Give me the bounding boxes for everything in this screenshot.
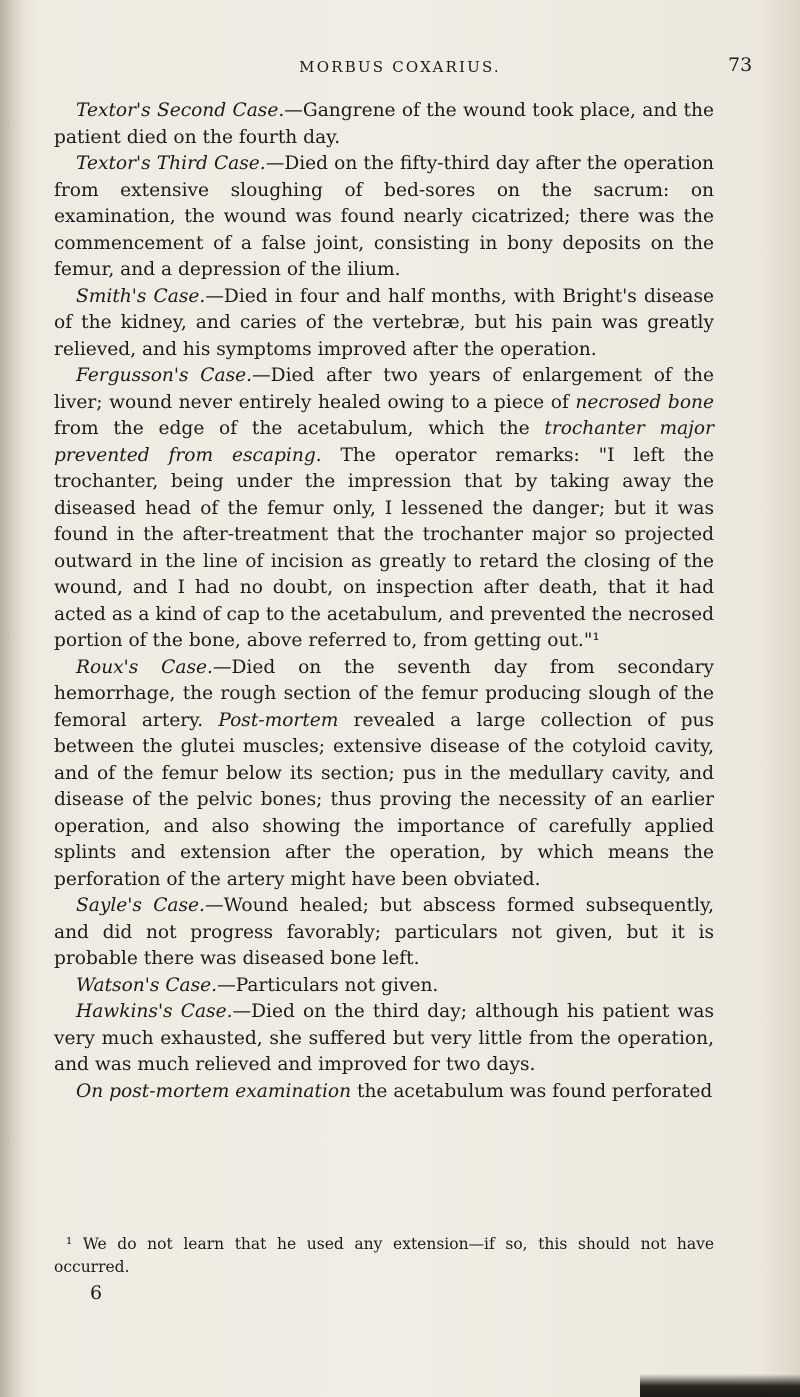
- case-name: Roux's Case.: [76, 656, 213, 678]
- case-name: Textor's Third Case.: [76, 153, 266, 174]
- signature-mark: 6: [90, 1282, 103, 1304]
- running-head: MORBUS COXARIUS.: [299, 58, 501, 76]
- italic-phrase: Post-mortem: [218, 709, 339, 731]
- binding-shadow: [0, 0, 26, 1397]
- scan-edge-shadow: [640, 1374, 800, 1397]
- paragraph-text: The operator remarks: "I left the trochanter, being under the impression that by taking away the diseased head of the femur only, I lessened the danger; but it was found in the after-treatment that the trochanter major so projected outward in the line of incision as greatly to retard the closing of the wound, and I had no doubt, on inspection after death, that it had acted as a kind of cap to the acetabulum, and prevented the necrosed portion of the bone, above referred to, from getting out."¹: [54, 444, 714, 651]
- case-name: Fergusson's Case.: [76, 365, 253, 386]
- paragraph-text: —Particulars not given.: [217, 974, 439, 996]
- footnote: [54, 1233, 714, 1279]
- page-number: 73: [728, 54, 753, 76]
- case-name: Textor's Second Case.: [76, 100, 285, 121]
- paragraph-textor-third: [54, 151, 714, 284]
- paragraph-text: —Died in four and half months, with Bright's disease of the kidney, and caries of the vertebræ, but his pain was greatly relieved, and his symptoms improved after the operation.: [54, 285, 714, 360]
- paragraph-sayle: [54, 893, 714, 973]
- case-name: Hawkins's Case.: [76, 1001, 233, 1022]
- paragraph-fergusson: [54, 363, 714, 655]
- case-name: Smith's Case.: [76, 285, 206, 307]
- body-text: [54, 98, 714, 1105]
- paragraph-text: from the edge of the acetabulum, which the: [54, 418, 545, 439]
- case-name: Sayle's Case.: [76, 895, 205, 916]
- paragraph-text: —Died after two years of enlargement of the liver; wound never entirely healed owing to a piece of: [54, 365, 715, 413]
- paragraph-text: —Gangrene of the wound took place, and the patient died on the fourth day.: [54, 100, 714, 148]
- paragraph-text: —Died on the third day; although his patient was very much exhausted, she suffered but very little from the operation, and was much relieved and improved for two days.: [54, 1001, 714, 1075]
- italic-phrase: trochanter major prevented from escaping.: [54, 418, 715, 466]
- paragraph-text: —Died on the fifty-third day after the operation from extensive sloughing of bed-sores on the sacrum: on examination, the wound was found nearly cicatrized; there was the commencement of a false joint, consisting in bony deposits on the femur, and a depression of the ilium.: [54, 153, 714, 280]
- case-name: Watson's Case.: [76, 974, 218, 996]
- paragraph-smith: [54, 284, 714, 364]
- case-name: On post-mortem examination: [76, 1080, 352, 1102]
- paragraph-text: —Died on the seventh day from secondary hemorrhage, the rough section of the femur producing slough of the femoral artery.: [54, 656, 714, 731]
- italic-phrase: necrosed bone: [575, 391, 714, 413]
- paragraph-post-mortem: [54, 1079, 714, 1106]
- paragraph-text: the acetabulum was found perforated: [351, 1080, 713, 1102]
- footnote-text: ¹ We do not learn that he used any extension—if so, this should not have occurred.: [54, 1235, 714, 1276]
- paragraph-hawkins: [54, 999, 714, 1079]
- paragraph-watson: [54, 973, 714, 1000]
- paragraph-text: revealed a large collection of pus between the glutei muscles; extensive disease of the cotyloid cavity, and of the femur below its section; pus in the medullary cavity, and disease of the pelvic bones; thus proving the necessity of an earlier operation, and also showing the importance of carefully applied splints and extension after the operation, by which means the perforation of the artery might have been obviated.: [54, 709, 714, 890]
- paragraph-textor-second: [54, 98, 714, 151]
- paragraph-text: —Wound healed; but abscess formed subsequently, and did not progress favorably; particulars not given, but it is probable there was diseased bone left.: [54, 895, 714, 969]
- paragraph-roux: [54, 655, 714, 894]
